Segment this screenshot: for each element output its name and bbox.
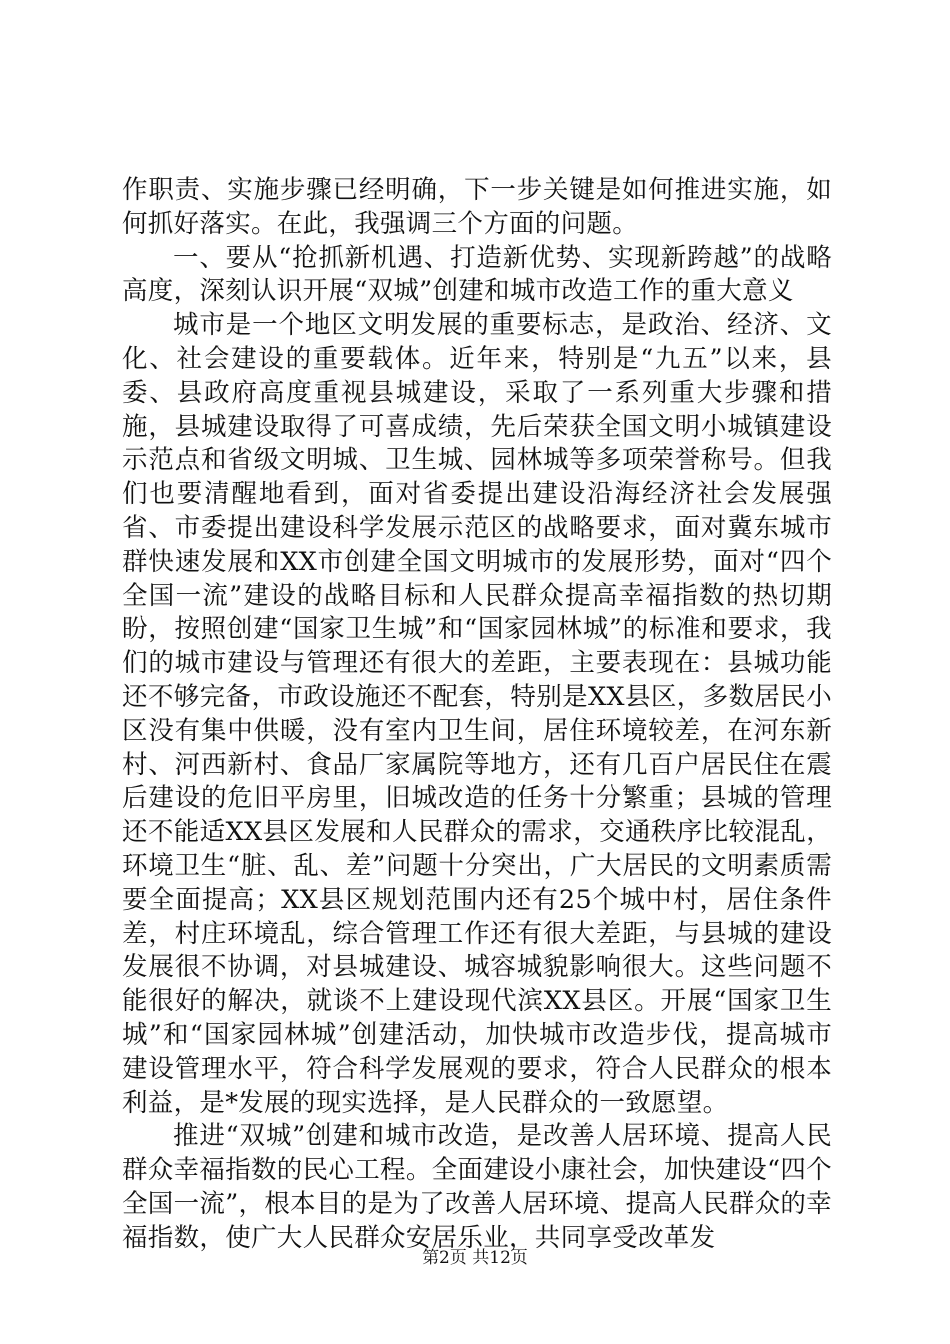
- paragraph: 推进“双城”创建和城市改造，是改善人居环境、提高人民群众幸福指数的民心工程。全面建设小康社会，加快建设“四个全国一流”，根本目的是为了改善人居环境、提高人民群众的幸福指数，使广大人民群众安居乐业，共同享受改革发: [122, 1121, 832, 1253]
- paragraph: 城市是一个地区文明发展的重要标志，是政治、经济、文化、社会建设的重要载体。近年来，特别是“九五”以来，县委、县政府高度重视县城建设，采取了一系列重大步骤和措施，县城建设取得了可喜成绩，先后荣获全国文明小城镇建设示范点和省级文明城、卫生城、园林城等多项荣誉称号。但我们也要清醒地看到，面对省委提出建设沿海经济社会发展强省、市委提出建设科学发展示范区的战略要求，面对冀东城市群快速发展和XX市创建全国文明城市的发展形势，面对“四个全国一流”建设的战略目标和人民群众提高幸福指数的热切期盼，按照创建“国家卫生城”和“国家园林城”的标准和要求，我们的城市建设与管理还有很大的差距，主要表现在：县城功能还不够完备，市政设施还不配套，特别是XX县区，多数居民小区没有集中供暖，没有室内卫生间，居住环境较差，在河东新村、河西新村、食品厂家属院等地方，还有几百户居民住在震后建设的危旧平房里，旧城改造的任务十分繁重；县城的管理还不能适XX县区发展和人民群众的需求，交通秩序比较混乱，环境卫生“脏、乱、差”问题十分突出，广大居民的文明素质需要全面提高；XX县区规划范围内还有25个城中村，居住条件差，村庄环境乱，综合管理工作还有很大差距，与县城的建设发展很不协调，对县城建设、城容城貌影响很大。这些问题不能很好的解决，就谈不上建设现代滨XX县区。开展“国家卫生城”和“国家园林城”创建活动，加快城市改造步伐，提高城市建设管理水平，符合科学发展观的要求，符合人民群众的根本利益，是*发展的现实选择，是人民群众的一致愿望。: [122, 310, 832, 1118]
- document-body: [122, 174, 832, 1256]
- paragraph-continuation: 作职责、实施步骤已经明确，下一步关键是如何推进实施，如何抓好落实。在此，我强调三个方面的问题。: [122, 175, 832, 239]
- section-heading: 一、要从“抢抓新机遇、打造新优势、实现新跨越”的战略高度，深刻认识开展“双城”创建和城市改造工作的重大意义: [122, 242, 832, 307]
- page-number: 第2页 共12页: [422, 1248, 528, 1268]
